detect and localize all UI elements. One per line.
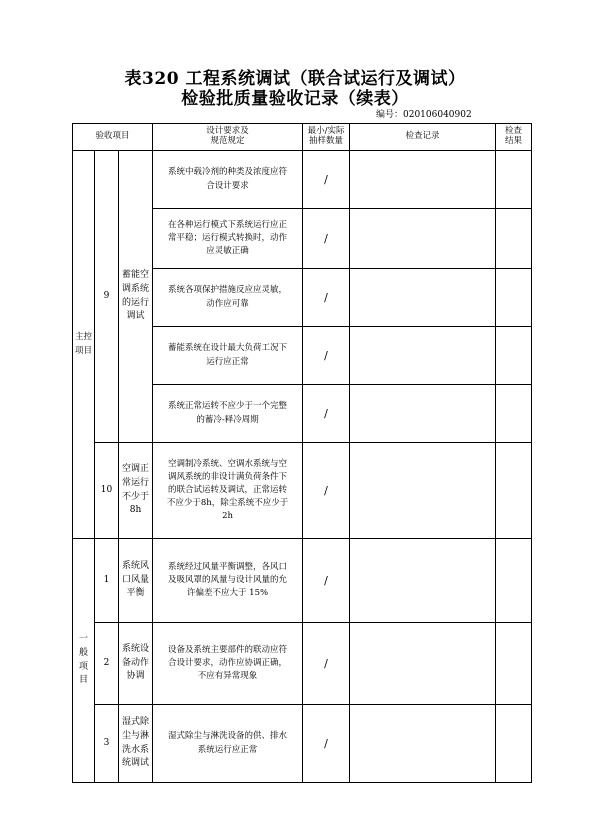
sample-cell: / [303,151,350,209]
check-result-cell[interactable] [496,209,532,269]
sample-cell: / [303,705,350,783]
check-result-cell[interactable] [496,705,532,783]
check-record-cell[interactable] [350,443,496,539]
sample-cell: / [303,539,350,623]
header-design: 设计要求及 规范规定 [153,124,303,151]
requirement-cell: 空调制冷系统、空调水系统与空 调风系统的非设计满负荷条件下 的联合试运转及调试，正常运转 不应少于8h，除尘系统不应少于 2h [153,443,303,539]
general-item-row [73,705,532,783]
requirement-cell: 系统各项保护措施反应应灵敏， 动作应可靠 [153,269,303,327]
check-record-cell[interactable] [350,209,496,269]
sample-cell: / [303,443,350,539]
header-record: 检查记录 [350,124,496,151]
title-line-1: 表320 工程系统调试（联合试运行及调试） [124,69,466,89]
check-result-cell[interactable] [496,327,532,385]
item-number: 10 [95,443,119,539]
check-record-cell[interactable] [350,623,496,705]
check-result-cell[interactable] [496,539,532,623]
requirement-cell: 湿式除尘与淋洗设备的供、排水 系统运行应正常 [153,705,303,783]
check-result-cell[interactable] [496,443,532,539]
check-result-cell[interactable] [496,385,532,443]
item-name: 系统设 备动作 协调 [119,623,153,705]
sample-cell: / [303,269,350,327]
main-control-row [73,151,532,209]
general-item-row [73,539,532,623]
sample-cell: / [303,327,350,385]
item-name: 空调正 常运行 不少于 8h [119,443,153,539]
general-item-row [73,623,532,705]
check-result-cell[interactable] [496,269,532,327]
sample-cell: / [303,209,350,269]
item-number: 1 [95,539,119,623]
check-record-cell[interactable] [350,151,496,209]
item-name: 湿式除 尘与淋 洗水系 统调试 [119,705,153,783]
check-record-cell[interactable] [350,269,496,327]
category-general: 一 般 项 目 [73,539,95,783]
main-control-row [73,443,532,539]
item-name: 系统风 口风量 平衡 [119,539,153,623]
requirement-cell: 设备及系统主要部件的联动应符 合设计要求，动作应协调正确， 不应有异常现象 [153,623,303,705]
check-record-cell[interactable] [350,539,496,623]
check-result-cell[interactable] [496,151,532,209]
check-result-cell[interactable] [496,623,532,705]
header-sample: 最小/实际 抽样数量 [303,124,350,151]
requirement-cell: 系统中载冷剂的种类及浓度应符 合设计要求 [153,151,303,209]
title-line-2: 检验批质量验收记录（续表） [181,89,409,109]
header-result: 检查 结果 [496,124,532,151]
inspection-table [72,123,532,783]
requirement-cell: 系统正常运转不应少于一个完整 的蓄冷-释冷周期 [153,385,303,443]
record-code: 编号：020106040902 [376,110,472,120]
requirement-cell: 蓄能系统在设计最大负荷工况下 运行应正常 [153,327,303,385]
sample-cell: / [303,623,350,705]
header-item: 验收项目 [73,124,153,151]
item-number: 3 [95,705,119,783]
requirement-cell: 在各种运行模式下系统运行应正 常平稳；运行模式转换时，动作 应灵敏正确 [153,209,303,269]
item-name: 蓄能空 调系统 的运行 调试 [119,151,153,443]
item-number: 9 [95,151,119,443]
header-row [73,124,532,151]
requirement-cell: 系统经过风量平衡调整，各风口 及吸风罩的风量与设计风量的允 许偏差不应大于 15% [153,539,303,623]
sample-cell: / [303,385,350,443]
check-record-cell[interactable] [350,385,496,443]
item-number: 2 [95,623,119,705]
category-main-control: 主控 项目 [73,151,95,539]
check-record-cell[interactable] [350,705,496,783]
check-record-cell[interactable] [350,327,496,385]
